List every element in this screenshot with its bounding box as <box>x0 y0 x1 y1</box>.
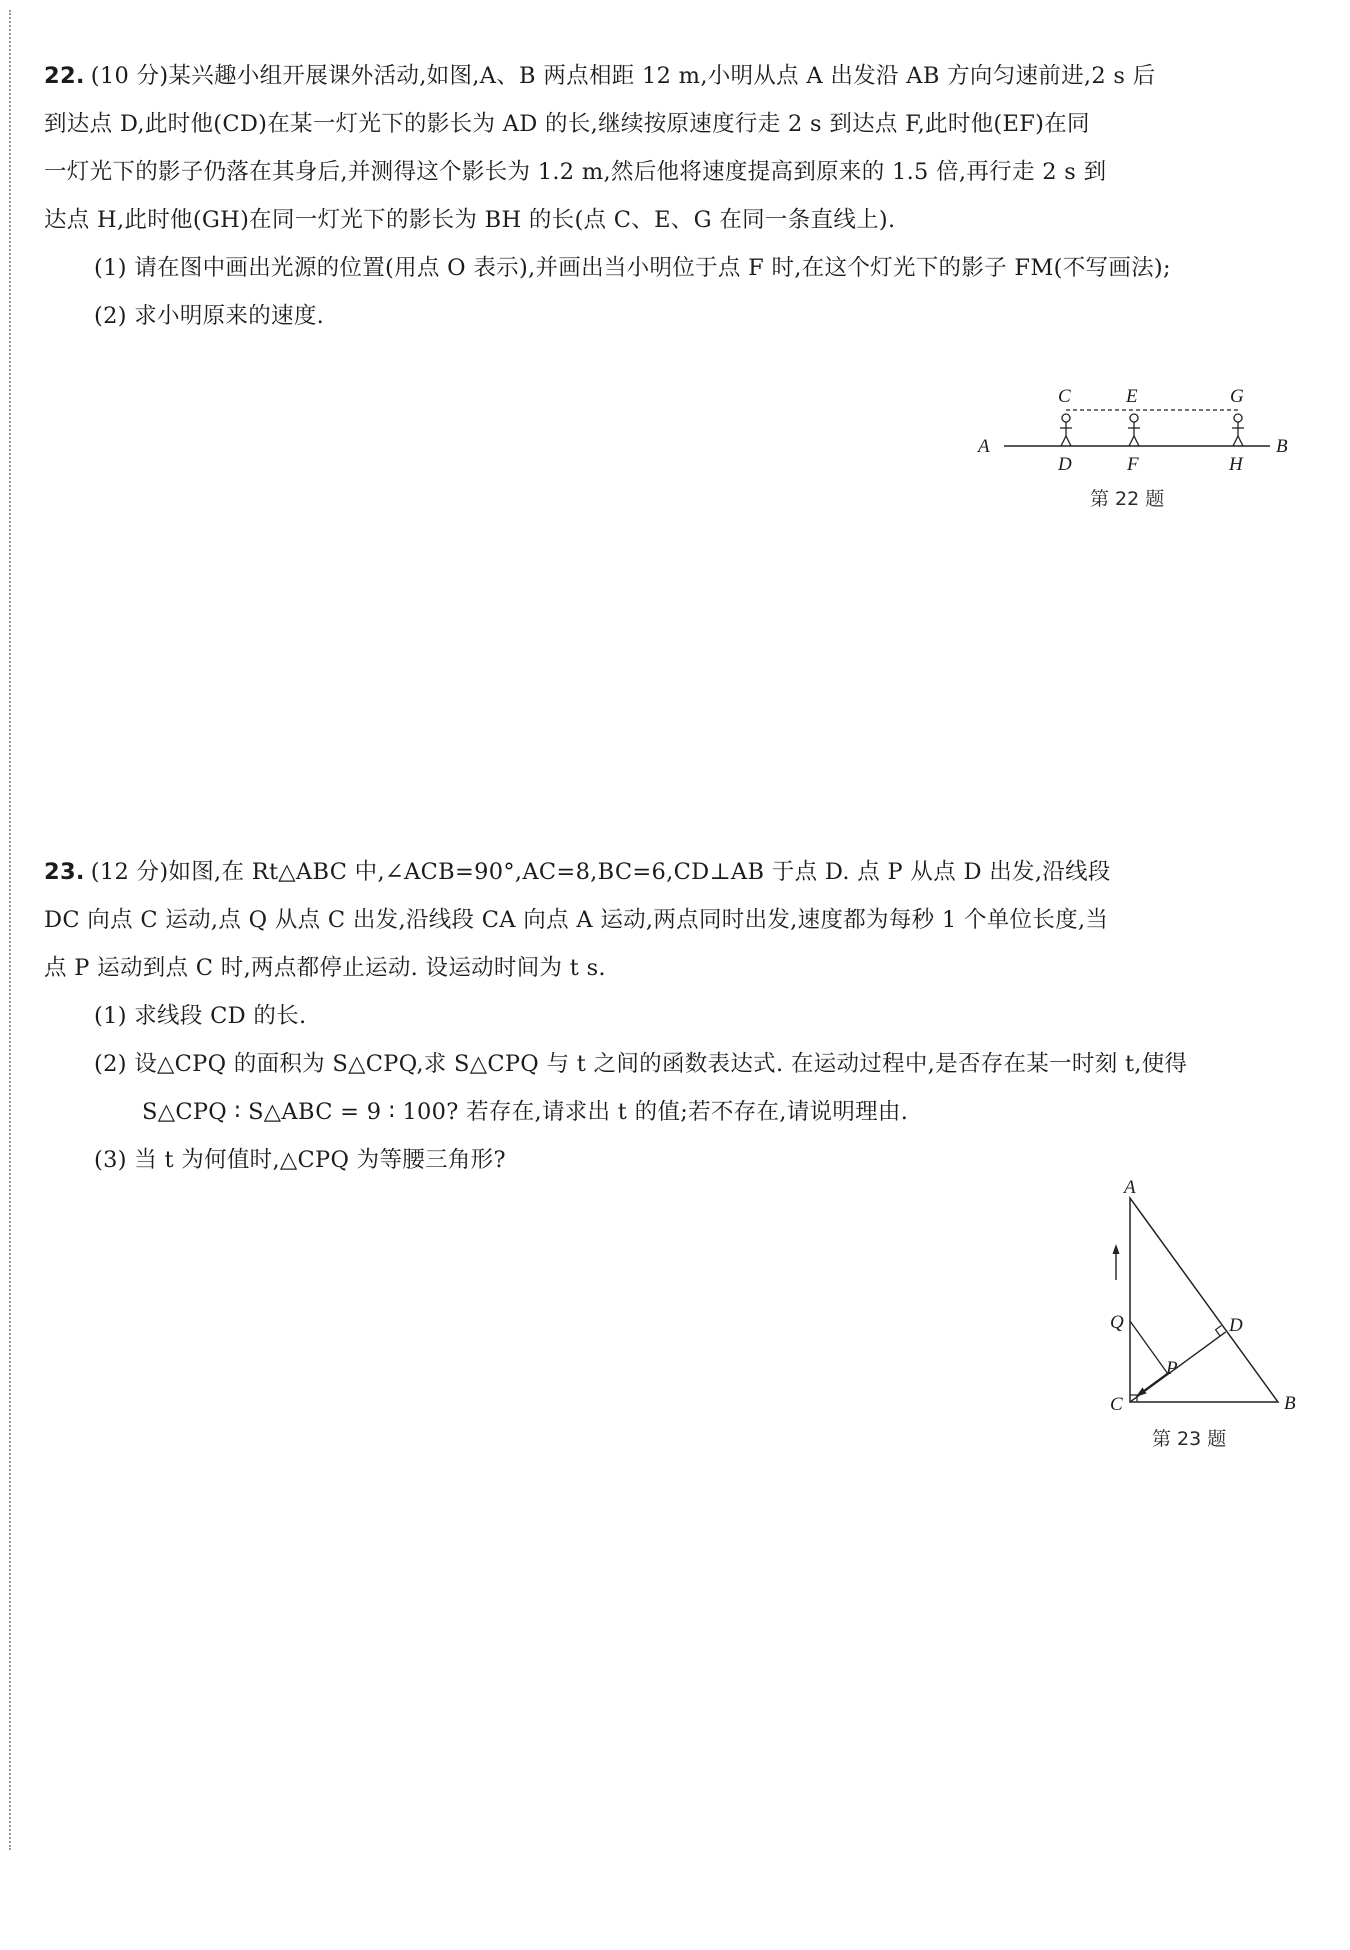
problem-23-line-2: DC 向点 C 运动,点 Q 从点 C 出发,沿线段 CA 向点 A 运动,两点同时出发,速度都为每秒 1 个单位长度,当 <box>44 907 1109 933</box>
person-cd-icon <box>1060 414 1072 446</box>
label-e: E <box>1126 386 1138 407</box>
problem-22-line-1-text: (10 分)某兴趣小组开展课外活动,如图,A、B 两点相距 12 m,小明从点 A 出发沿 AB 方向匀速前进,2 s 后 <box>90 63 1156 89</box>
figure-23 <box>1100 1180 1320 1420</box>
problem-23-question-1: (1) 求线段 CD 的长. <box>94 1003 307 1029</box>
label-c: C <box>1058 386 1071 407</box>
label-h: H <box>1229 454 1243 475</box>
problem-22-line-3: 一灯光下的影子仍落在其身后,并测得这个影长为 1.2 m,然后他将速度提高到原来的 1.5 倍,再行走 2 s 到 <box>44 159 1107 185</box>
problem-23-line-3: 点 P 运动到点 C 时,两点都停止运动. 设运动时间为 t s. <box>44 955 606 981</box>
problem-23-number: 23. <box>44 859 85 885</box>
label-d: D <box>1058 454 1072 475</box>
figure-22-caption: 第 22 题 <box>1090 488 1165 510</box>
problem-23-question-2-line-2: S△CPQ ∶ S△ABC = 9 ∶ 100? 若存在,请求出 t 的值;若不存在,请说明理由. <box>142 1099 909 1125</box>
label-g: G <box>1230 386 1244 407</box>
problem-22 <box>44 52 1290 340</box>
problem-23-question-2-line-1: (2) 设△CPQ 的面积为 S△CPQ,求 S△CPQ 与 t 之间的函数表达式. 在运动过程中,是否存在某一时刻 t,使得 <box>94 1051 1188 1077</box>
figure-23-caption: 第 23 题 <box>1152 1428 1227 1450</box>
problem-22-line-2: 到达点 D,此时他(CD)在某一灯光下的影长为 AD 的长,继续按原速度行走 2 s 到达点 F,此时他(EF)在同 <box>44 111 1090 137</box>
label-c: C <box>1110 1394 1123 1415</box>
segment-pq <box>1130 1321 1168 1374</box>
person-gh-icon <box>1232 414 1244 446</box>
triangle-abc <box>1130 1198 1278 1402</box>
figure-22 <box>970 380 1300 480</box>
problem-23-line-1-text: (12 分)如图,在 Rt△ABC 中,∠ACB=90°,AC=8,BC=6,CD⊥AB 于点 D. 点 P 从点 D 出发,沿线段 <box>90 859 1111 885</box>
label-b: B <box>1284 1393 1296 1414</box>
label-q: Q <box>1110 1312 1124 1333</box>
label-p: P <box>1166 1358 1178 1379</box>
problem-22-question-1: (1) 请在图中画出光源的位置(用点 O 表示),并画出当小明位于点 F 时,在这个灯光下的影子 FM(不写画法); <box>94 255 1171 281</box>
right-angle-mark-d <box>1216 1326 1222 1336</box>
problem-23-line-1 <box>44 848 1290 896</box>
label-d: D <box>1229 1315 1243 1336</box>
label-f: F <box>1127 454 1139 475</box>
problem-22-line-1 <box>44 52 1290 100</box>
problem-22-question-2: (2) 求小明原来的速度. <box>94 303 325 329</box>
problem-23-question-3: (3) 当 t 为何值时,△CPQ 为等腰三角形? <box>94 1147 506 1173</box>
label-a: A <box>978 436 990 457</box>
arrow-up-icon <box>1113 1244 1120 1280</box>
problem-22-line-4: 达点 H,此时他(GH)在同一灯光下的影长为 BH 的长(点 C、E、G 在同一条直线上). <box>44 207 896 233</box>
label-a: A <box>1124 1180 1136 1198</box>
arrow-toward-c-icon <box>1136 1373 1168 1397</box>
problem-23 <box>44 848 1290 1184</box>
person-ef-icon <box>1128 414 1140 446</box>
problem-22-number: 22. <box>44 63 85 89</box>
label-b: B <box>1276 436 1288 457</box>
binding-dotted-line <box>9 10 11 1850</box>
